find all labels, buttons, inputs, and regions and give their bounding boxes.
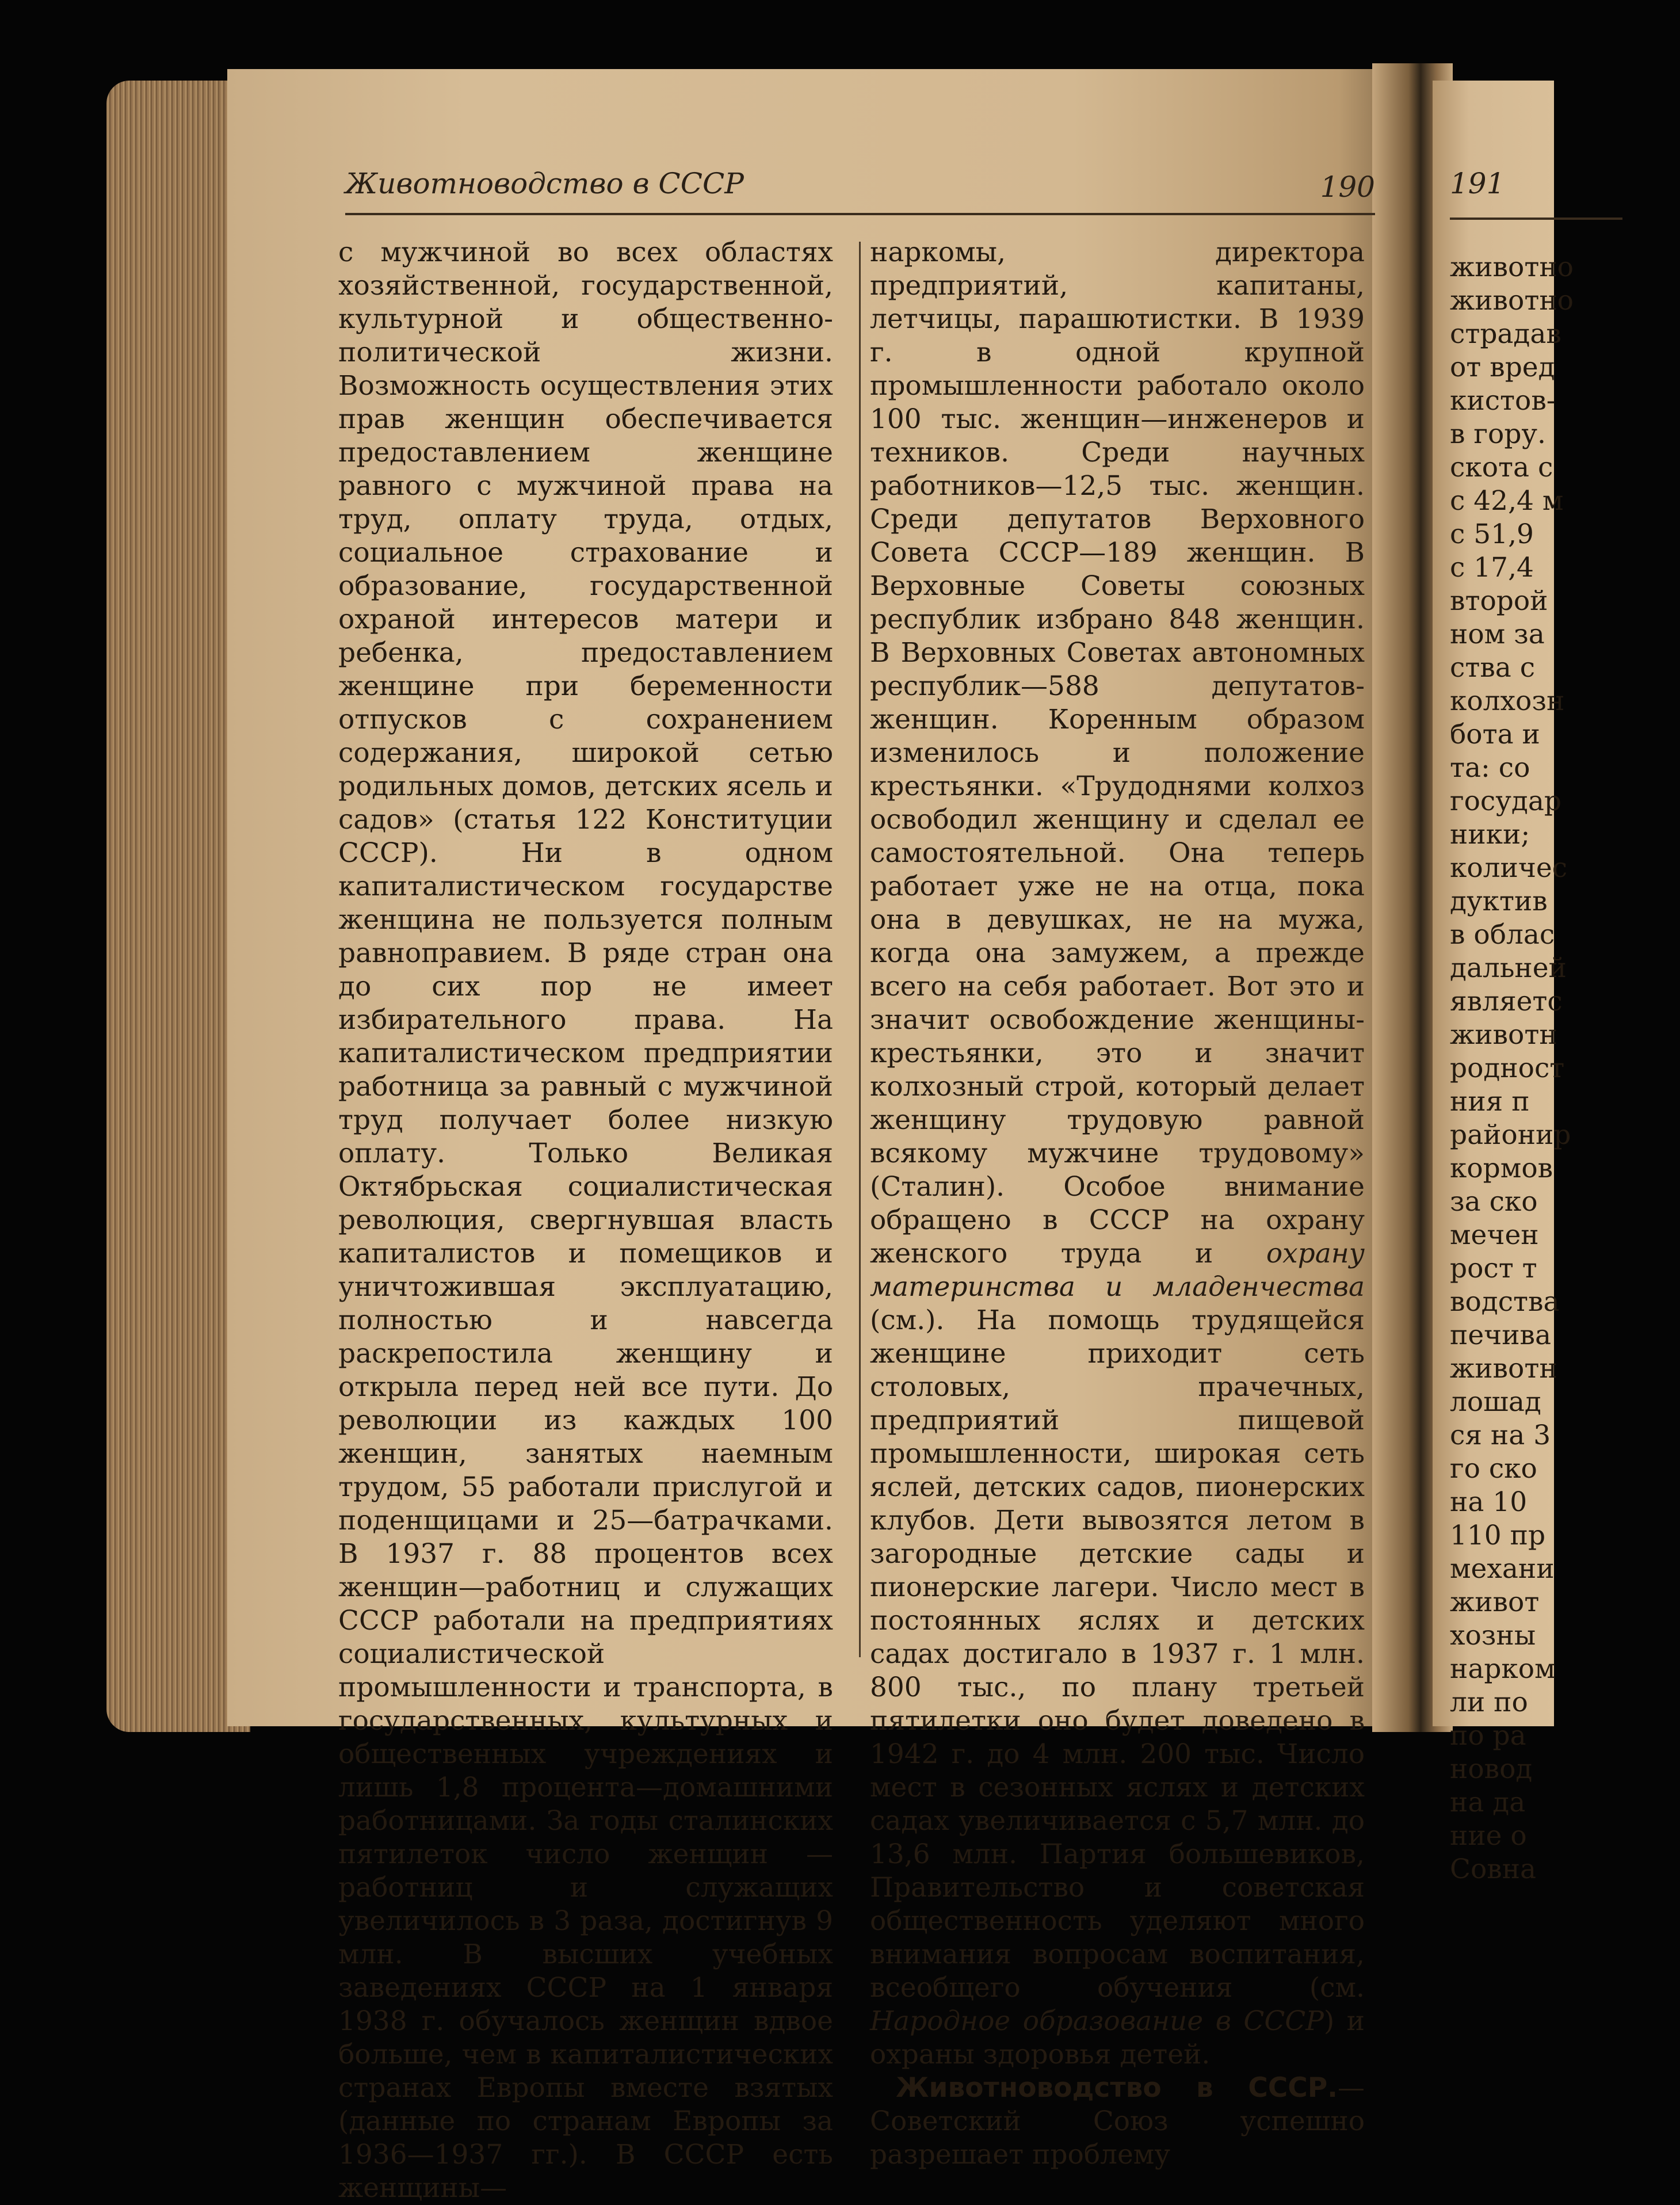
right-page [1433,81,1574,1885]
right-page-line: 110 пр [1450,1520,1546,1551]
running-title: Животноводство в СССР [345,167,744,200]
right-page-line: хозны [1450,1620,1536,1651]
right-page-line: по ра [1450,1720,1526,1752]
right-page-text-fragment [1450,251,1680,1886]
right-page-line: живот [1450,1586,1540,1618]
right-page-line: скота с [1450,452,1553,483]
right-header-rule [1450,218,1622,220]
right-page-line: государ [1450,785,1561,817]
page-number-left: 190 [1320,170,1375,204]
right-page-line: с 51,9 [1450,518,1534,550]
right-page-line: районир [1450,1119,1571,1151]
right-page-line: количес [1450,852,1568,884]
right-page-line: на 10 [1450,1486,1528,1518]
right-page-line: кормов [1450,1153,1553,1184]
page-number-right: 191 [1450,167,1505,200]
right-page-line: родност [1450,1052,1565,1084]
text-column-2 [870,236,1365,2172]
entry-paragraph [870,2072,1365,2172]
column-2-text-b: (см.). На помощь трудящейся женщине приходит сеть столовых, прачечных, предприятий пищевой промышленности, широкая сеть яслей, детских садов, пионерских клубов. Дети вывозятся летом в загородные детские сады и пионерские лагери. Число мест в постоянных яслях и детских садах достигало в 1937 г. 1 млн. 800 тыс., по плану третьей пятилетки оно будет доведено в 1942 г. до 4 млн. 200 тыс. Число мест в сезонных яслях и детских садах увеличивается с 5,7 млн. до 13,6 млн. Партия большевиков, Правительство и советская общественность уделяют много внимания вопросам воспитания, всеобщего обучения (см. [870,1304,1365,2004]
left-page-header [345,167,1375,215]
right-page-line: второй [1450,585,1548,617]
column-2-text-c: ) и охраны здоровья детей. [870,2005,1365,2070]
column-2-text-a: наркомы, директора предприятий, капитаны, летчицы, парашютистки. В 1939 г. в одной крупной промышленности работало около 100 тыс. женщин—инженеров и техников. Среди научных работников—12,5 тыс. женщин. Среди депутатов Верховного Совета СССР—189 женщин. В Верховные Советы союзных республик избрано 848 женщин. В Верховных Советах автономных республик—588 депутатов-женщин. Коренным образом изменилось и положение крестьянки. «Трудоднями колхоз освободил женщину и сделал ее самостоятельной. Она теперь работает уже не на отца, пока она в девушках, не на мужа, когда она замужем, а прежде всего на себя работает. Вот это и значит освобождение женщины-крестьянки, это и значит колхозный строй, который делает женщину трудовую равной всякому мужчине трудовому» (Сталин). Особое внимание обращено в СССР на охрану женского труда и [870,236,1365,1269]
right-page-line: за ско [1450,1186,1538,1218]
right-page-line: с 17,4 [1450,552,1534,583]
right-page-line: на да [1450,1787,1526,1818]
right-page-line: ства с [1450,652,1536,684]
right-page-line: механи [1450,1553,1555,1585]
right-page-line: дальней [1450,952,1567,984]
right-page-line: ся на 3 [1450,1420,1551,1451]
right-page-line: ном за [1450,619,1545,650]
right-page-line: ние о [1450,1820,1527,1852]
cross-reference-motherhood: охрану материнства и младенчества [870,1238,1365,1303]
right-page-line: водства [1450,1286,1560,1318]
right-page-line: животн [1450,1019,1557,1051]
column-1-text: с мужчиной во всех областях хозяйственной, государственной, культурной и общественно-политической жизни. Возможность осуществления этих прав женщин обеспечивается предоставлением женщине равного с мужчиной права на труд, оплату труда, отдых, социальное страхование и образование, государственной охраной интересов матери и ребенка, предоставлением женщине при беременности отпусков с сохранением содержания, широкой сетью родильных домов, детских ясель и садов» (статья 122 Конституции СССР). Ни в одном капиталистическом государстве женщина не пользуется полным равноправием. В ряде стран она до сих пор не имеет избирательного права. На капиталистическом предприятии работница за равный с мужчиной труд получает более низкую оплату. Только Великая Октябрьская социалистическая революция, свергнувшая власть капиталистов и помещиков и уничтожившая эксплуатацию, полностью и навсегда раскрепостила женщину и открыла перед ней все пути. До революции из каждых 100 женщин, занятых наемным трудом, 55 работали прислугой и поденщицами и 25—батрачками. В 1937 г. 88 процентов всех женщин—работниц и служащих СССР работали на предприятиях социалистической промышленности и транспорта, в государственных, культурных и общественных учреждениях и лишь 1,8 процента—домашними работницами. За годы сталинских пятилеток число женщин — работниц и служащих увеличилось в 3 раза, достигнув 9 млн. В высших учебных заведениях СССР на 1 января 1938 г. обучалось женщин вдвое больше, чем в капиталистических странах Европы вместе взятых (данные по странам Европы за 1936—1937 гг.). В СССР есть женщины— [338,236,833,2204]
right-page-line: ния п [1450,1086,1530,1117]
entry-headword: Животноводство в СССР. [896,2072,1338,2104]
right-page-line: рост т [1450,1253,1537,1284]
right-page-line: ники; [1450,819,1530,850]
column-2-paragraph [870,236,1365,2072]
right-page-line: страдав [1450,318,1561,350]
right-page-line: животн [1450,1353,1557,1384]
right-page-line: колхозн [1450,685,1565,717]
right-page-line: кистов- [1450,385,1556,417]
right-page-line: новод [1450,1753,1533,1785]
right-page-line: с 42,4 м [1450,485,1564,517]
right-page-line: мечен [1450,1219,1539,1251]
right-page-line: дуктив [1450,886,1548,917]
right-page-line: бота и [1450,719,1540,750]
cross-reference-education: Народное образование в СССР [870,2005,1324,2037]
right-page-line: печива [1450,1319,1552,1351]
right-page-line: животно [1450,251,1574,283]
right-page-line: в облас [1450,919,1555,951]
right-page-line: ли по [1450,1687,1528,1718]
right-page-line: животно [1450,285,1574,316]
right-page-line: лошад [1450,1386,1541,1418]
column-divider [859,242,861,1657]
right-page-line: го ско [1450,1453,1537,1485]
right-page-line: в гору. [1450,418,1547,450]
right-page-line: являетс [1450,986,1563,1017]
text-column-1 [338,236,833,2205]
right-page-line: та: со [1450,752,1530,784]
entry-text: —Советский Союз успешно разрешает проблему [870,2072,1365,2170]
right-page-line: от вред [1450,352,1555,383]
right-page-line: Совна [1450,1853,1537,1885]
right-page-line: нарком [1450,1653,1556,1685]
